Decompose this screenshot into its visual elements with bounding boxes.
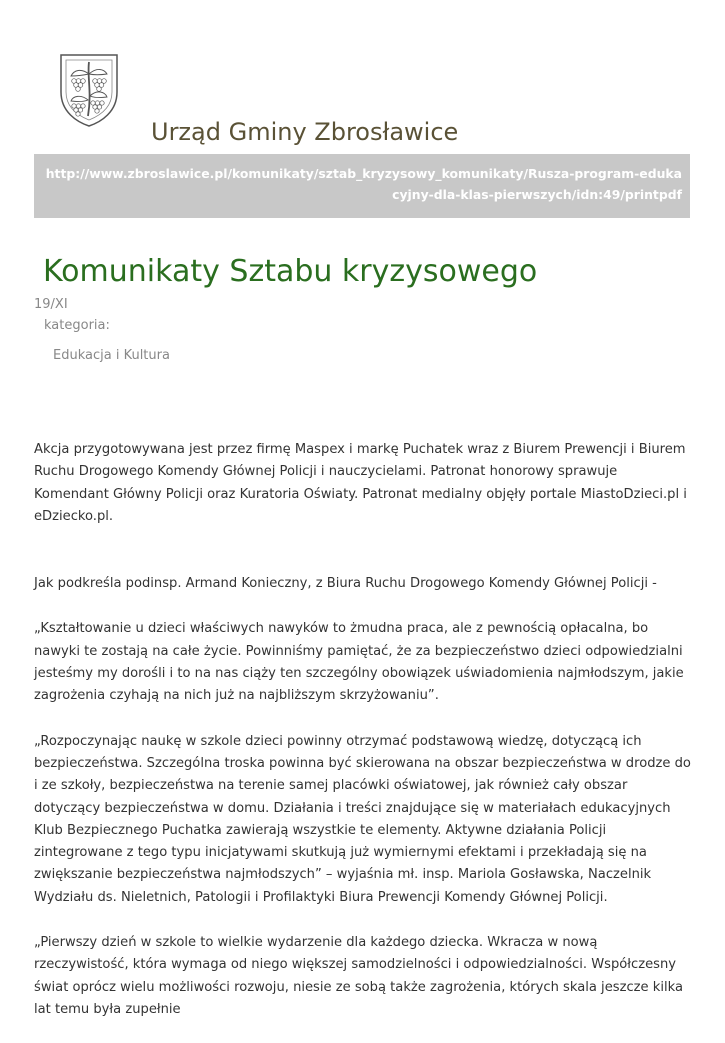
site-title: Urząd Gminy Zbrosławice (151, 118, 459, 146)
article-date: 19/XI (34, 297, 68, 312)
article-paragraph: Jak podkreśla podinsp. Armand Konieczny, z Biura Ruchu Drogowego Komendy Głównej Policji - (34, 576, 657, 592)
category-label: kategoria: (44, 318, 110, 333)
article-paragraph: „Rozpoczynając naukę w szkole dzieci powinny otrzymać podstawową wiedzę, dotyczącą ich bezpieczeństwa. Szczególna troska powinna być skierowana na obszar bezpieczeństwa w drodze do i ze szkoły, bezpieczeństwa na terenie samej placówki oświatowej, jak również cały obszar dotyczący bezpieczeństwa w domu. Działania i treści znajdujące się w materiałach edukacyjnych Klub Bezpiecznego Puchatka zawierają wszystkie te elementy. Aktywne działania Policji zintegrowane z tego typu inicjatywami skutkują już wymiernymi efektami i przekładają się na zwiększanie bezpieczeństwa najmłodszych” – wyjaśnia mł. insp. Mariola Gosławska, Naczelnik Wydziału ds. Nieletnich, Patologii i Profilaktyki Biura Prewencji Komendy Głównej Policji. (34, 733, 691, 905)
coat-of-arms-icon (57, 52, 121, 128)
page-url[interactable]: http://www.zbroslawice.pl/komunikaty/sztab_kryzysowy_komunikaty/Rusza-program-edukacyjny-dla-klas-pierwszych/idn:49/printpdf (34, 154, 690, 218)
article-paragraph: „Pierwszy dzień w szkole to wielkie wydarzenie dla każdego dziecka. Wkracza w nową rzeczywistość, która wymaga od niego większej samodzielności i odpowiedzialności. Współczesny świat oprócz wielu możliwości rozwoju, niesie ze sobą także zagrożenia, których skala jeszcze kilka lat temu była zupełnie (34, 935, 683, 1017)
article-paragraph: Akcja przygotowywana jest przez firmę Maspex i markę Puchatek wraz z Biurem Prewencji i Biurem Ruchu Drogowego Komendy Głównej Policji i nauczycielami. Patronat honorowy sprawuje Komendant Główny Policji oraz Kuratoria Oświaty. Patronat medialny objęły portale MiastoDzieci.pl i eDziecko.pl. (34, 442, 687, 524)
page-title: Komunikaty Sztabu kryzysowego (43, 254, 538, 289)
article-paragraph: „Kształtowanie u dzieci właściwych nawyków to żmudna praca, ale z pewnością opłacalna, bo nawyki te zostają na całe życie. Powinniśmy pamiętać, że za bezpieczeństwo dzieci odpowiedzialni jesteśmy my dorośli i to na nas ciąży ten szczególny obowiązek uświadomienia najmłodszym, jakie zagrożenia czyhają na nich już na najbliższym skrzyżowaniu”. (34, 621, 684, 704)
category-value: Edukacja i Kultura (53, 348, 170, 363)
article-body (34, 439, 694, 1043)
